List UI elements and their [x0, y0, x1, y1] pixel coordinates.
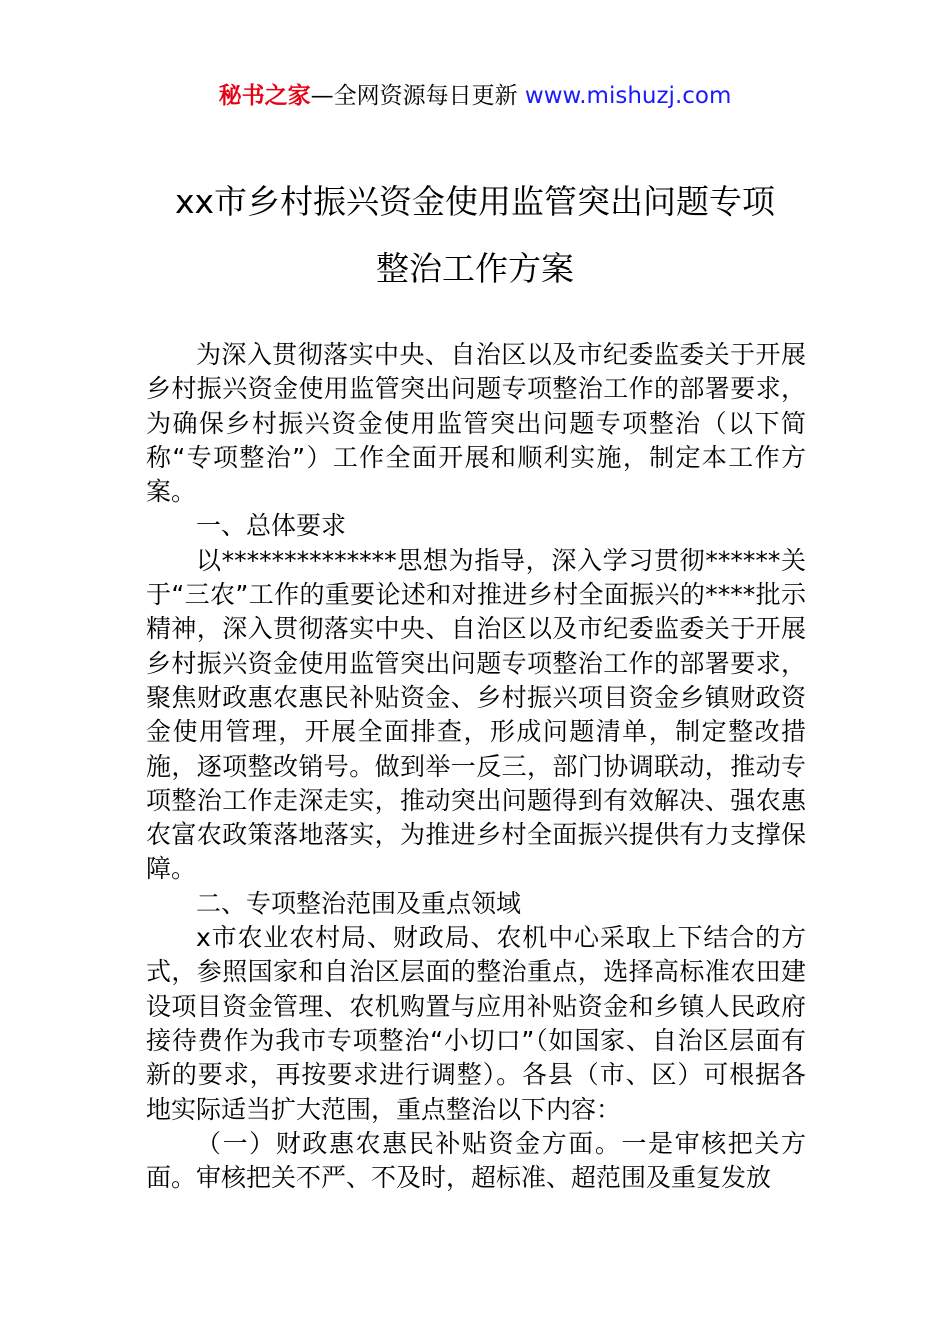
brand-name: 秘书之家 — [218, 83, 311, 109]
subsection-1-paragraph: （一）财政惠农惠民补贴资金方面。一是审核把关方面。审核把关不严、不及时，超标准、超范围及重复发放 — [146, 1128, 806, 1193]
document-body — [146, 338, 806, 1195]
document-title-line-2: 整治工作方案 — [376, 249, 574, 288]
header-tagline: —全网资源每日更新 — [310, 83, 525, 109]
document-title-line-1: xx市乡村振兴资金使用监管突出问题专项 — [174, 182, 776, 221]
section-heading-1: 一、总体要求 — [196, 511, 347, 541]
section-heading-2: 二、专项整治范围及重点领域 — [196, 888, 522, 918]
intro-paragraph: 为深入贯彻落实中央、自治区以及市纪委监委关于开展乡村振兴资金使用监管突出问题专项整治工作的部署要求，为确保乡村振兴资金使用监管突出问题专项整治（以下简称“专项整治”）工作全面开展和顺利实施，制定本工作方案。 — [146, 340, 806, 507]
site-url[interactable]: www.mishuzj.com — [524, 83, 732, 109]
site-header — [0, 80, 950, 112]
section-1-paragraph: 以**************思想为指导，深入学习贯彻******关于“三农”工作的重要论述和对推进乡村全面振兴的****批示精神，深入贯彻落实中央、自治区以及市纪委监委关于开展乡村振兴资金使用监管突出问题专项整治工作的部署要求，聚焦财政惠农惠民补贴资金、乡村振兴项目资金乡镇财政资金使用管理，开展全面排查，形成问题清单，制定整改措施，逐项整改销号。做到举一反三，部门协调联动，推动专项整治工作走深走实，推动突出问题得到有效解决、强农惠农富农政策落地落实，为推进乡村全面振兴提供有力支撑保障。 — [146, 545, 806, 884]
section-2-paragraph: x市农业农村局、财政局、农机中心采取上下结合的方式，参照国家和自治区层面的整治重点，选择高标准农田建设项目资金管理、农机购置与应用补贴资金和乡镇人民政府接待费作为我市专项整治“小切口”（如国家、自治区层面有新的要求，再按要求进行调整）。各县（市、区）可根据各地实际适当扩大范围，重点整治以下内容： — [146, 923, 806, 1124]
